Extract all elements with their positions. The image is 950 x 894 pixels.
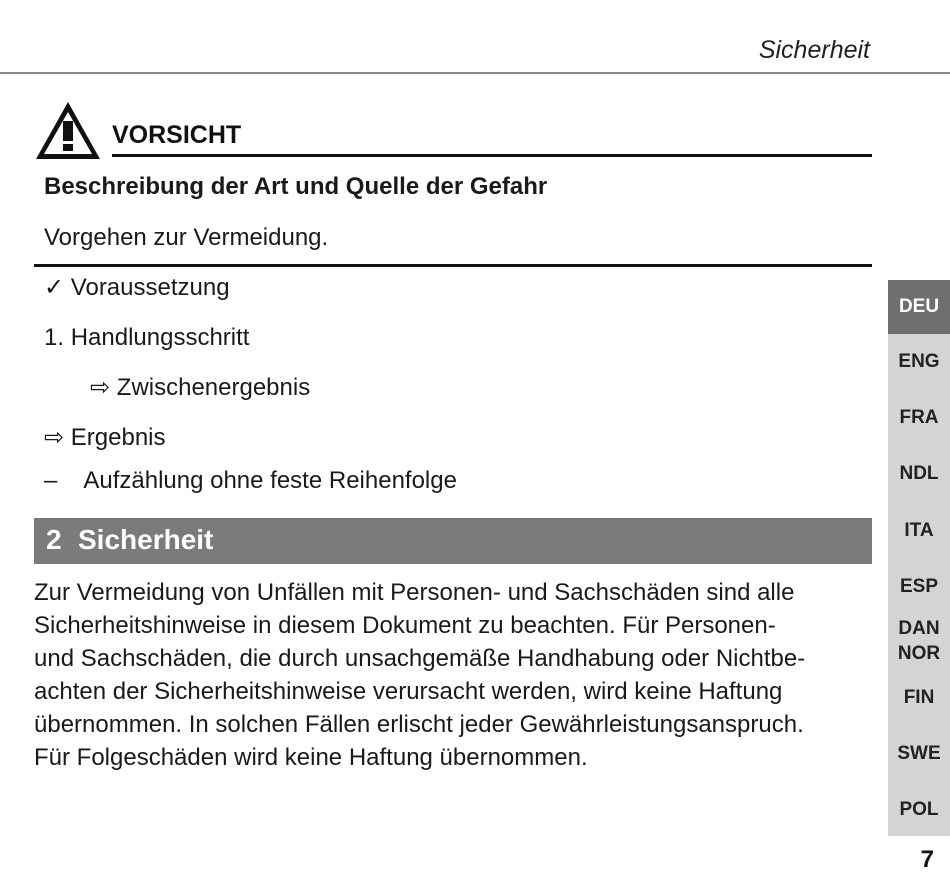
intermediate-result-item <box>90 373 310 402</box>
chapter-number: 2 <box>46 524 62 555</box>
language-tab-deu[interactable]: DEU <box>888 280 950 334</box>
language-tab-pol[interactable]: POL <box>899 799 939 820</box>
step-item <box>44 324 249 352</box>
arrow-right-icon: ⇨ <box>90 374 111 401</box>
hazard-description: Beschreibung der Art und Quelle der Gefahr <box>44 173 548 200</box>
warning-title-rule <box>112 154 872 157</box>
list-item-label: Aufzählung ohne feste Reihenfolge <box>83 467 457 494</box>
language-tab-ita[interactable]: ITA <box>904 520 934 541</box>
paragraph-line: Sicherheitshinweise in diesem Dokument zu beachten. Für Personen- <box>34 612 776 639</box>
paragraph-line: und Sachschäden, die durch unsachgemäße Handhabung oder Nichtbe- <box>34 645 806 672</box>
language-tab-fra[interactable]: FRA <box>899 407 939 428</box>
intermediate-result-label: Zwischenergebnis <box>116 374 311 401</box>
paragraph-line: Zur Vermeidung von Unfällen mit Personen- und Sachschäden sind alle <box>34 579 795 606</box>
running-header-title: Sicherheit <box>758 36 870 64</box>
warning-bottom-rule <box>34 264 872 267</box>
header-divider <box>0 72 950 74</box>
language-tab-dan[interactable]: DAN <box>898 618 940 639</box>
chapter-title: Sicherheit <box>78 524 214 555</box>
language-tab-ndl[interactable]: NDL <box>899 463 939 484</box>
list-item <box>44 467 457 495</box>
prerequisite-item <box>44 273 230 302</box>
step-label: Handlungsschritt <box>70 324 250 351</box>
page-number: 7 <box>920 846 934 873</box>
prerequisite-label: Voraussetzung <box>70 274 230 301</box>
language-tab-esp[interactable]: ESP <box>899 576 939 597</box>
step-number: 1. <box>44 324 65 351</box>
language-tab-swe[interactable]: SWE <box>897 743 941 764</box>
language-tab-eng[interactable]: ENG <box>898 351 940 372</box>
result-item <box>44 423 166 452</box>
language-tab-nor[interactable]: NOR <box>897 643 941 664</box>
warning-title: VORSICHT <box>112 121 242 149</box>
paragraph-line: achten der Sicherheitshinweise verursacht werden, wird keine Haftung <box>34 678 783 705</box>
warning-triangle-icon <box>34 100 102 162</box>
paragraph-line: übernommen. In solchen Fällen erlischt jeder Gewährleistungsanspruch. <box>34 711 804 738</box>
chapter-heading <box>34 518 872 564</box>
arrow-right-icon: ⇨ <box>44 424 65 451</box>
dash-bullet: – <box>44 467 58 494</box>
paragraph-line: Für Folgeschäden wird keine Haftung übernommen. <box>34 744 588 771</box>
language-tab-fin[interactable]: FIN <box>903 687 935 708</box>
hazard-avoidance: Vorgehen zur Vermeidung. <box>44 224 329 251</box>
chapter-body-paragraph <box>34 576 872 774</box>
result-label: Ergebnis <box>70 424 166 451</box>
checkmark-icon: ✓ <box>44 274 65 301</box>
